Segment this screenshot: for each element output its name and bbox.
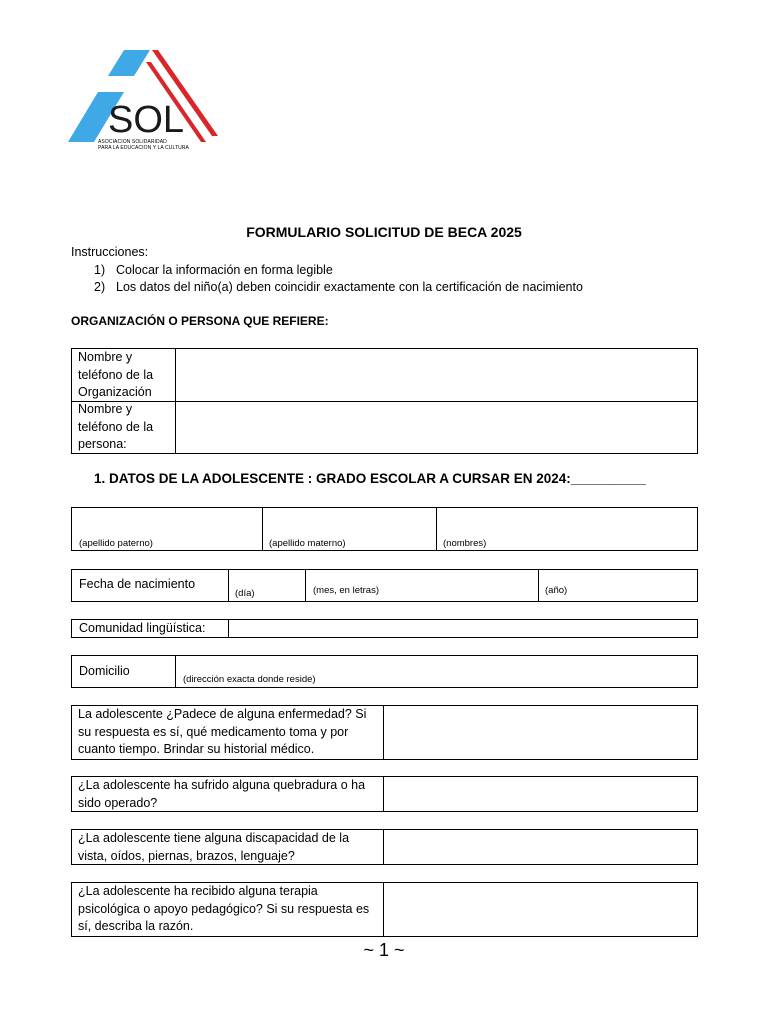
answer-field-enfermedad[interactable] [384,706,697,759]
question-row-discapacidad [71,829,698,865]
comunidad-field[interactable] [229,620,697,637]
logo-subtitle-line2: PARA LA EDUCACION Y LA CULTURA [98,145,189,151]
instruction-num-1: 1) [94,263,106,277]
question-row-terapia [71,882,698,937]
instruction-text-1: Colocar la información en forma legible [116,263,333,277]
nombres-hint: (nombres) [443,538,487,549]
section-1-heading: 1. DATOS DE LA ADOLESCENTE : GRADO ESCOLAR A CURSAR EN 2024:__________ [94,471,646,486]
domicilio-hint: (dirección exacta donde reside) [183,674,316,685]
answer-field-quebradura[interactable] [384,777,697,811]
birth-year-hint: (año) [545,585,568,596]
answer-field-discapacidad[interactable] [384,830,697,864]
birth-day-hint: (día) [235,588,255,599]
instruction-text-2: Los datos del niño(a) deben coincidir exactamente con la certificación de nacimiento [116,280,583,294]
question-terapia: ¿La adolescente ha recibido alguna terapia psicológica o apoyo pedagógico? Si su respuesta es sí, describa la razón. [78,884,370,933]
instruction-num-2: 2) [94,280,106,294]
answer-field-terapia[interactable] [384,883,697,936]
name-row [71,507,698,551]
question-quebradura: ¿La adolescente ha sufrido alguna quebradura o ha sido operado? [78,778,366,810]
person-name-label: Nombre y teléfono de la persona: [78,402,154,451]
logo-wordmark: SOL [108,99,185,141]
person-name-field[interactable] [177,402,697,453]
question-row-quebradura [71,776,698,812]
question-enfermedad: La adolescente ¿Padece de alguna enfermedad? Si su respuesta es sí, qué medicamento toma y por cuanto tiempo. Brindar su historial médico. [78,707,367,756]
comunidad-label: Comunidad lingüística: [79,621,206,635]
form-title: FORMULARIO SOLICITUD DE BECA 2025 [246,224,522,240]
logo-subtitle-line1: ASOCIACION SOLIDARIDAD [98,139,167,145]
domicilio-row [71,655,698,688]
page-number: ~ 1 ~ [363,940,405,960]
referrer-heading: ORGANIZACIÓN O PERSONA QUE REFIERE: [71,314,329,328]
birth-date-row [71,569,698,602]
logo-subtitle [98,139,189,151]
instructions-heading: Instrucciones: [71,245,149,259]
apellido-paterno-hint: (apellido paterno) [79,538,153,549]
birth-month-hint: (mes, en letras) [313,585,379,596]
org-name-field[interactable] [177,349,697,401]
birth-date-label: Fecha de nacimiento [79,577,196,591]
comunidad-row [71,619,698,638]
apellido-materno-hint: (apellido materno) [269,538,346,549]
domicilio-label: Domicilio [79,664,130,678]
referrer-table [71,348,698,454]
org-name-label: Nombre y teléfono de la Organización [78,350,154,399]
question-discapacidad: ¿La adolescente tiene alguna discapacidad de la vista, oídos, piernas, brazos, lenguaje? [78,831,350,863]
logo-blue-stripe-upper [108,50,150,76]
question-row-enfermedad [71,705,698,760]
